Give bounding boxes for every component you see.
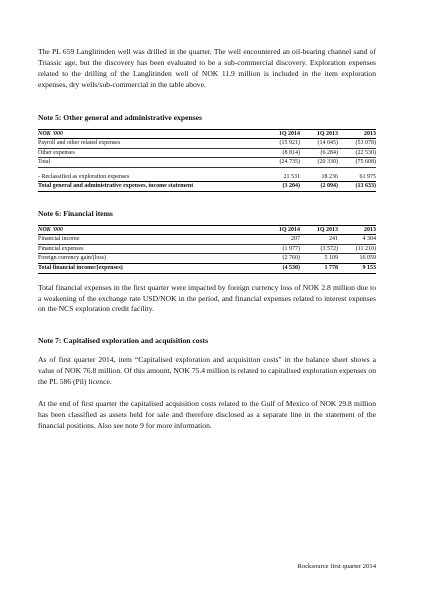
note6-paragraph: Total financial expenses in the first quarter were impacted by foreign currency loss of NOK 2.8 million due to a weakening of the exchange rate USD/NOK in the period, and financial expenses related to interest expenses on the NCS exploration credit facility. xyxy=(38,282,376,314)
cell-1q2014: 207 xyxy=(256,235,300,245)
row-label: Other expenses xyxy=(38,148,256,158)
table-total-row xyxy=(38,264,376,274)
cell-1q2014: (2 760) xyxy=(282,255,300,262)
note7-paragraph-2: At the end of first quarter the capitalised acquisition costs related to the Gulf of Mexico of NOK 29.8 million has been classified as assets held for sale and therefore disclosed as a separate line in the statement of the financial positions. Also see note 9 for more information. xyxy=(38,399,376,430)
note7-heading: Note 7: Capitalised exploration and acquisition costs xyxy=(38,336,209,346)
row-label: Total xyxy=(38,158,256,168)
row-label: Foreign currency gain/(loss) xyxy=(38,255,106,262)
table-row xyxy=(38,235,376,245)
cell-2013: (53 078) xyxy=(338,139,376,149)
table-header-row xyxy=(38,225,376,235)
note5-table xyxy=(38,129,376,192)
header-2013: 2013 xyxy=(338,225,376,235)
cell-2013: 61 975 xyxy=(359,173,376,180)
total-1q2014: (3 204) xyxy=(256,182,300,192)
header-label: NOK '000 xyxy=(38,129,256,139)
total-label: Total general and administrative expenses, income statement xyxy=(38,182,256,192)
row-label: Financial expenses xyxy=(38,244,256,254)
table-total-row xyxy=(38,182,376,192)
total-2013: (13 633) xyxy=(338,182,376,192)
total-label: Total financial income/(expenses) xyxy=(38,264,256,274)
header-2013: 2013 xyxy=(338,129,376,139)
header-label: NOK '000 xyxy=(38,225,256,235)
total-1q2013: 1 778 xyxy=(300,264,338,274)
row-label: Payroll and other related expenses xyxy=(38,139,256,149)
intro-paragraph: The PL 659 Langlitinden well was drilled in the quarter. The well encountered an oil-bearing channel sand of Triassic age, but the discovery has been evaluated to be a sub-commercial discovery. Exploration expenses related to the drilling of the Langlitinden well of NOK 11.9 million is included in the item exploration expenses, dry wells/sub-commercial in the table above. xyxy=(38,47,376,89)
cell-1q2013: (3 572) xyxy=(300,244,338,254)
cell-1q2014: (15 921) xyxy=(256,139,300,149)
cell-1q2013: (14 045) xyxy=(300,139,338,149)
row-label: Financial income xyxy=(38,235,256,245)
row-label: - Reclassified as exploration expenses xyxy=(38,173,130,180)
cell-1q2013: 241 xyxy=(300,235,338,245)
table-row xyxy=(38,244,376,254)
note6-heading: Note 6: Financial items xyxy=(38,208,113,218)
header-1q2013: 1Q 2013 xyxy=(300,225,338,235)
cell-2013: 4 304 xyxy=(338,235,376,245)
total-1q2014: (4 530) xyxy=(256,264,300,274)
total-2013: 9 153 xyxy=(338,264,376,274)
cell-2013: 16 059 xyxy=(359,255,376,262)
cell-1q2014: (24 735) xyxy=(256,158,300,168)
total-1q2013: (2 094) xyxy=(300,182,338,192)
table-row xyxy=(38,148,376,158)
table-row xyxy=(38,254,376,264)
cell-1q2013: (6 284) xyxy=(300,148,338,158)
table-row xyxy=(38,173,376,182)
header-1q2013: 1Q 2013 xyxy=(300,129,338,139)
table-row xyxy=(38,158,376,168)
cell-2013: (11 210) xyxy=(338,244,376,254)
cell-1q2013: 5 109 xyxy=(324,255,338,262)
note6-table xyxy=(38,225,376,274)
document-page xyxy=(38,47,376,432)
note5-heading: Note 5: Other general and administrative expenses xyxy=(38,112,202,122)
header-1q2014: 1Q 2014 xyxy=(256,129,300,139)
cell-1q2013: 18 236 xyxy=(321,173,338,180)
page-footer: Rocksource first quarter 2014 xyxy=(297,563,376,570)
cell-1q2014: (8 814) xyxy=(256,148,300,158)
table-row xyxy=(38,139,376,149)
note7-paragraph-1: As of first quarter 2014, item “Capitalised exploration and acquisition costs” in the balance sheet shows a value of NOK 76.8 million. Of this amount, NOK 75.4 million is related to capitalised exploration expenses on the PL 586 (Pil) licence. xyxy=(38,355,376,387)
header-1q2014: 1Q 2014 xyxy=(256,225,300,235)
cell-1q2014: 21 531 xyxy=(283,173,300,180)
cell-2013: (22 530) xyxy=(338,148,376,158)
cell-2013: (75 608) xyxy=(338,158,376,168)
cell-1q2013: (20 330) xyxy=(300,158,338,168)
table-header-row xyxy=(38,129,376,139)
cell-1q2014: (1 977) xyxy=(256,244,300,254)
